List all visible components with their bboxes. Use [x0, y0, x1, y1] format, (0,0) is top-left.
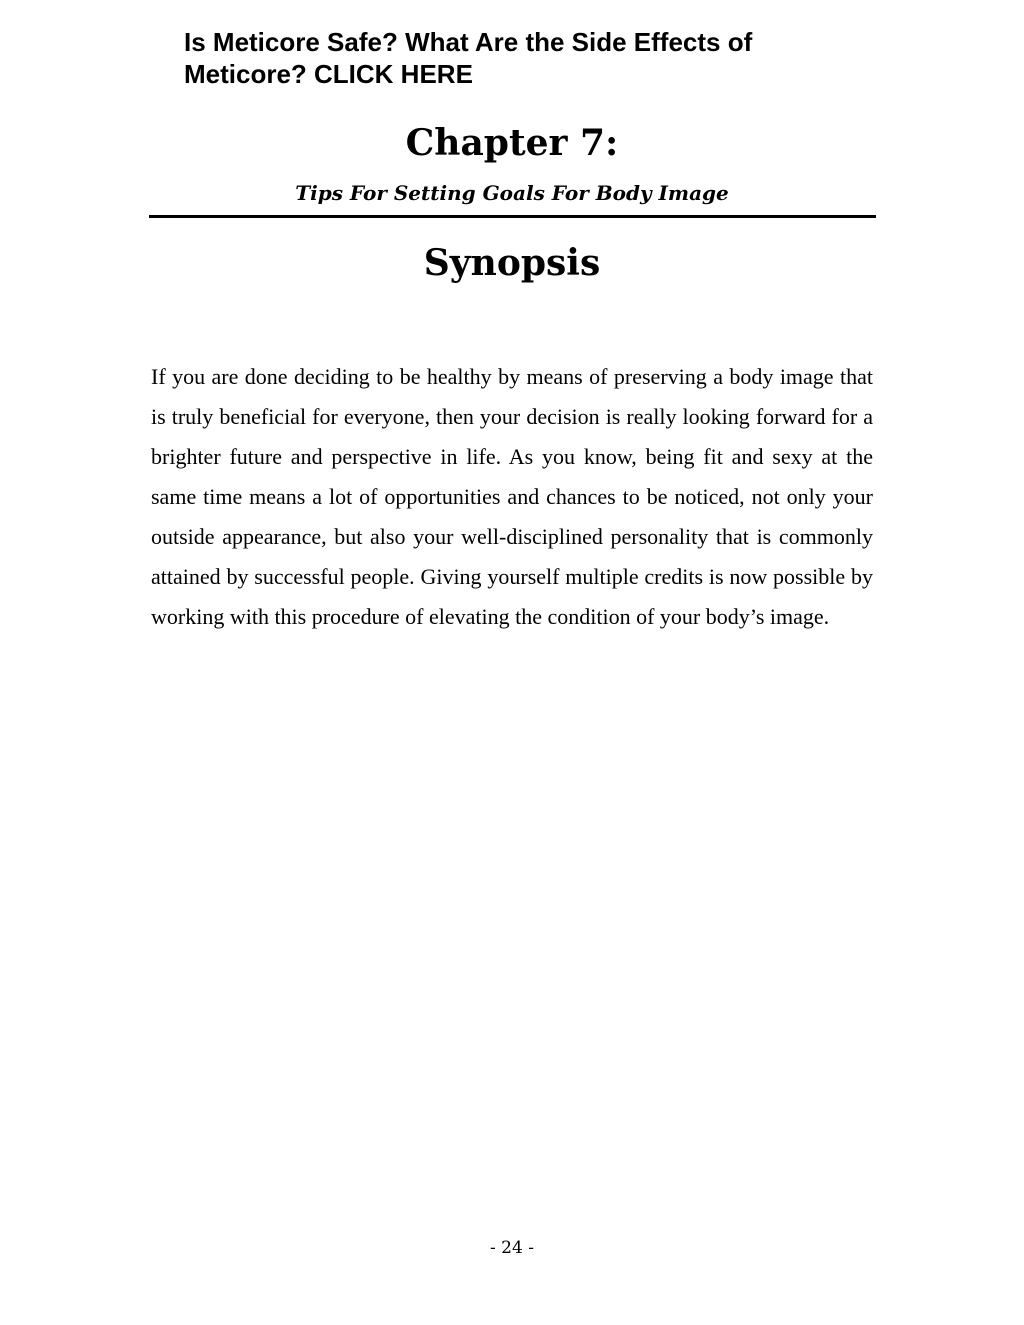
body-paragraph: If you are done deciding to be healthy by means of preserving a body image that is truly beneficial for everyone, then your decision is really looking forward for a brighter future and perspective in life. As you know, being fit and sexy at the same time means a lot of opportunities and chances to be noticed, not only your outside appearance, but also your well-disciplined personality that is commonly attained by successful people. Giving yourself multiple credits is now possible by working with this procedure of elevating the condition of your body’s image.: [151, 364, 873, 629]
chapter-title: Chapter 7:: [405, 122, 619, 164]
chapter-divider: [149, 215, 876, 218]
promo-link[interactable]: Is Meticore Safe? What Are the Side Effects of Meticore? CLICK HERE: [184, 27, 753, 89]
section-title: Synopsis: [423, 242, 601, 284]
chapter-subtitle: Tips For Setting Goals For Body Image: [295, 181, 729, 205]
page-number: - 24 -: [490, 1238, 534, 1258]
